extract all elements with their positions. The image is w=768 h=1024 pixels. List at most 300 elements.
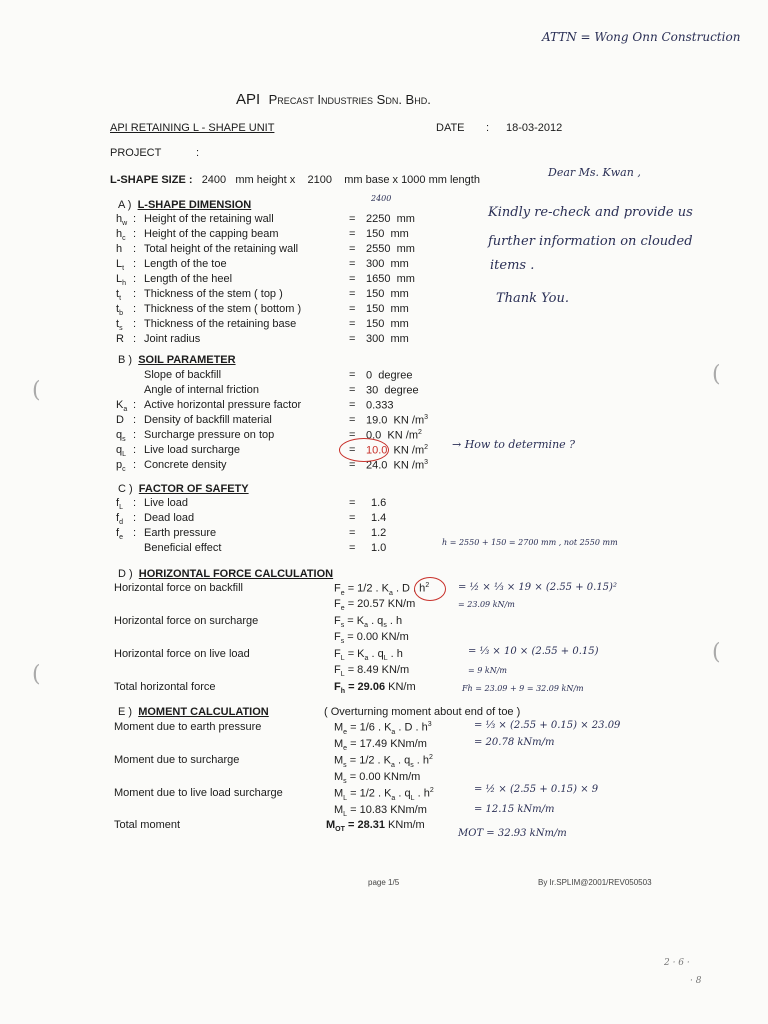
e4-val: 28.31 [357, 819, 385, 831]
e1-eq-b: . D . h [395, 721, 428, 734]
d1r-sub: e [340, 605, 345, 613]
section-a-label: L-SHAPE DIMENSION [137, 199, 252, 211]
row-equals: = [349, 243, 356, 255]
size-base: 2100 [307, 174, 332, 186]
row-symbol-sub: t [122, 265, 125, 273]
e3-sym: M [334, 787, 344, 800]
row-symbol-cell [116, 497, 123, 511]
row-symbol-sub: t [119, 295, 122, 303]
row-value: 24.0 [366, 459, 388, 472]
e3r-val: = 10.83 KNm/m [347, 804, 427, 816]
row-unit: mm [390, 318, 409, 330]
row-equals-cell [349, 527, 355, 539]
row-equals: = [349, 273, 356, 285]
section-e-prefix: E ) [118, 706, 133, 718]
row-colon: : [133, 399, 137, 411]
row-symbol-sub: w [122, 220, 128, 228]
row-description-cell [144, 399, 301, 411]
row-description-cell [144, 429, 274, 441]
d4-val: = 29.06 [345, 681, 386, 693]
d1-sub: e [340, 589, 345, 597]
row-value-cell [366, 318, 409, 330]
row-symbol-cell [116, 228, 126, 242]
row-colon-cell [133, 243, 136, 255]
row-unit: mm [390, 258, 409, 270]
section-b-label: SOIL PARAMETER [138, 354, 236, 366]
row-equals: = [349, 527, 356, 539]
row-equals-cell [349, 303, 355, 315]
row-equals: = [349, 258, 356, 270]
row-equals-cell [349, 288, 355, 300]
row-value-cell [366, 273, 415, 285]
row-equals: = [349, 288, 356, 300]
row-colon-cell [133, 459, 136, 471]
e2r-sub: s [343, 778, 347, 786]
section-e-label: MOMENT CALCULATION [138, 706, 269, 718]
section-e-title [118, 706, 269, 718]
row-description: Live load [144, 497, 189, 509]
row-description-cell [144, 542, 221, 554]
dear-note: Dear Ms. Kwan , [548, 166, 641, 179]
row-equals-cell [349, 369, 355, 381]
d-row2-label: Horizontal force on surcharge [114, 615, 259, 627]
row-colon: : [133, 318, 137, 330]
row-description-cell [144, 288, 283, 300]
row-value: 2550 [366, 243, 391, 255]
e4-sub: OT [335, 826, 345, 834]
row-value: 300 [366, 333, 385, 345]
row-description: Slope of backfill [144, 369, 222, 381]
row-value: 1.4 [371, 512, 387, 524]
row-colon: : [133, 243, 137, 255]
row-equals-cell [349, 542, 355, 554]
e2r-sym: M [334, 771, 344, 783]
row-value-cell [371, 497, 386, 509]
e3-sub-b: a [391, 794, 396, 802]
row-equals: = [349, 459, 356, 471]
row-value: 0.333 [366, 399, 394, 412]
e1-sub: e [343, 728, 348, 736]
row-unit: degree [384, 384, 419, 397]
row-symbol-sub: L [122, 451, 127, 459]
e1r-sub: e [343, 745, 348, 753]
row-description-cell [144, 384, 259, 396]
row-description-cell [144, 228, 279, 240]
e3r-sym: M [334, 804, 344, 816]
d3r-sym: F [334, 664, 341, 676]
e4-eq: = [344, 819, 358, 831]
e2-eq-c: . h [413, 754, 430, 767]
row-value-cell [366, 243, 415, 255]
row-colon: : [133, 258, 137, 270]
row-colon-cell [133, 303, 136, 315]
d1-pow: 2 [425, 582, 430, 589]
row-value-cell [366, 288, 409, 300]
row-value: 0 [366, 369, 373, 382]
d3-eq: = K [344, 648, 365, 660]
punch-mark-left-top: ( [32, 378, 41, 403]
note-fe2: = 23.09 kN/m [458, 600, 515, 609]
row-symbol-sub: a [123, 406, 128, 414]
row-value: 1.2 [371, 527, 387, 539]
e-row1-formula [334, 721, 432, 736]
row-symbol-cell [116, 288, 121, 302]
row-description: Active horizontal pressure factor [144, 399, 302, 411]
size-height-unit: mm height x [235, 174, 296, 186]
row-colon-cell [133, 512, 136, 524]
note-ml2: = 12.15 kNm/m [474, 804, 555, 815]
row-equals-cell [349, 384, 355, 396]
row-colon-cell [133, 497, 136, 509]
row-symbol-sub: b [119, 310, 123, 318]
row-symbol: R [116, 333, 124, 345]
d-row4-result [334, 681, 416, 695]
row-equals: = [349, 542, 356, 554]
row-equals-cell [349, 228, 355, 240]
row-value: 0.0 [366, 429, 382, 442]
row-description-cell [144, 527, 216, 539]
row-value-cell [371, 512, 386, 524]
d4-sym: F [334, 681, 341, 693]
section-d-prefix: D ) [118, 568, 133, 580]
row-equals: = [349, 414, 356, 426]
row-description-cell [144, 273, 232, 285]
note-me2: = 20.78 kNm/m [474, 737, 555, 748]
e4-unit: KNm/m [384, 819, 425, 831]
row-value: 300 [366, 258, 385, 270]
d-row2-formula [334, 615, 402, 629]
d1-h: h [416, 582, 426, 595]
row-symbol: K [116, 399, 124, 411]
footer-page: page 1/5 [368, 878, 400, 887]
row-symbol-cell [116, 444, 126, 458]
note-line1: Kindly re-check and provide us [488, 205, 693, 220]
d1-sym: F [334, 582, 341, 595]
row-symbol-cell [116, 303, 123, 317]
row-colon-cell [133, 318, 136, 330]
e-row3-label: Moment due to live load surcharge [114, 787, 283, 799]
d3r-val: = 8.49 KN/m [344, 664, 410, 676]
e2-sub-b: a [391, 761, 395, 769]
company-heading [236, 91, 431, 109]
row-equals: = [349, 399, 356, 411]
e3-eq: = 1/2 . K [347, 787, 392, 800]
note-me1: = ⅓ × (2.55 + 0.15) × 23.09 [474, 720, 621, 731]
d1-sub-b: a [388, 589, 393, 597]
project-label: PROJECT [110, 147, 162, 159]
row-colon-cell [133, 333, 136, 345]
row-colon-cell [133, 399, 136, 411]
company-api: API [236, 91, 261, 108]
row-symbol-cell [116, 399, 127, 413]
d2-eq-b: . q [368, 615, 384, 627]
date-colon: : [486, 122, 490, 134]
d3r-sub: L [340, 671, 345, 679]
row-equals: = [349, 497, 356, 509]
row-description: Surcharge pressure on top [144, 429, 275, 441]
row-symbol: p [116, 459, 123, 471]
section-b-title [118, 354, 236, 366]
date-value: 18-03-2012 [506, 122, 563, 134]
row-symbol-cell [116, 414, 124, 428]
e-row2-result [334, 771, 420, 785]
row-symbol-cell [116, 318, 123, 332]
unit-title: API RETAINING L - SHAPE UNIT [110, 122, 275, 134]
d3-sub-b: a [364, 655, 369, 663]
e-row4-result [326, 819, 425, 833]
note-fe1: = ½ × ⅓ × 19 × (2.55 + 0.15)² [458, 582, 617, 593]
row-unit-power: 3 [424, 414, 429, 421]
section-c-label: FACTOR OF SAFETY [138, 483, 249, 495]
d1r-sym: F [334, 598, 341, 610]
row-value-cell [371, 542, 386, 554]
row-unit: mm [390, 228, 409, 240]
project-colon: : [196, 147, 200, 159]
row-unit: KN /m [387, 429, 418, 442]
row-description-cell [144, 303, 301, 315]
section-c-prefix: C ) [118, 483, 133, 495]
note-fh: Fh = 23.09 + 9 = 32.09 kN/m [462, 684, 584, 693]
d1r-val: = 20.57 KN/m [344, 598, 416, 610]
row-unit: mm [390, 303, 409, 315]
e-row1-result [334, 738, 427, 752]
row-value-cell [366, 414, 428, 427]
d1-eq: = 1/2 . K [344, 582, 389, 595]
note-how: → How to determine ? [452, 438, 576, 451]
row-symbol: t [116, 318, 120, 330]
row-symbol-cell [116, 213, 127, 227]
punch-mark-left-bottom: ( [32, 662, 41, 687]
row-equals: = [349, 384, 356, 396]
row-description: Length of the toe [144, 258, 227, 270]
e3-eq-b: . q [395, 787, 411, 800]
row-symbol: f [116, 497, 120, 509]
date-label: DATE [436, 122, 465, 134]
e-row3-formula [334, 787, 434, 802]
section-d-title [118, 568, 333, 580]
row-unit: degree [378, 369, 413, 382]
row-value-cell [366, 384, 419, 397]
row-symbol-cell [116, 459, 126, 473]
row-value-cell [366, 369, 413, 382]
attn-note: ATTN = Wong Onn Construction [542, 30, 741, 44]
row-equals: = [349, 303, 356, 315]
row-symbol-sub: d [119, 519, 123, 527]
row-symbol: f [116, 527, 120, 539]
e-row3-result [334, 804, 427, 818]
section-b-prefix: B ) [118, 354, 133, 366]
note-line3: items . [490, 258, 535, 273]
e2-sym: M [334, 754, 344, 767]
size-height: 2400 [201, 174, 227, 186]
row-colon: : [133, 459, 137, 471]
row-symbol: L [116, 273, 123, 285]
e1-sym: M [334, 721, 344, 734]
row-unit: mm [390, 333, 409, 345]
row-value: 1650 [366, 273, 391, 285]
row-value: 30 [366, 384, 379, 397]
d3-sub-c: L [383, 655, 388, 663]
d-row1-label: Horizontal force on backfill [114, 582, 244, 594]
row-value-cell [366, 303, 409, 315]
e1-pow: 3 [427, 721, 432, 728]
row-description: Length of the heel [144, 273, 233, 285]
d2-eq-c: . h [386, 615, 403, 627]
row-symbol-cell [116, 429, 126, 443]
d2-eq: = K [344, 615, 365, 627]
corner-note-2: · 8 [690, 976, 702, 986]
row-description-cell [144, 318, 296, 330]
row-colon-cell [133, 414, 136, 426]
d2-sub-b: a [364, 622, 369, 630]
cloud-mark-h [414, 577, 446, 601]
row-colon: : [133, 527, 137, 539]
row-colon: : [133, 228, 137, 240]
row-value: 10.0 [366, 444, 388, 457]
row-description: Dead load [144, 512, 195, 524]
row-symbol-sub: s [122, 436, 126, 444]
d-row3-result [334, 664, 409, 678]
e1-sub-b: a [391, 728, 396, 736]
d-row4-label: Total horizontal force [114, 681, 216, 693]
d2r-sym: F [334, 631, 341, 643]
row-symbol: f [116, 512, 120, 524]
row-value: 150 [366, 303, 385, 315]
row-colon: : [133, 444, 137, 456]
row-colon-cell [133, 258, 136, 270]
row-unit: KN /m [393, 444, 425, 457]
row-symbol-sub: e [119, 534, 123, 542]
section-c-title [118, 483, 249, 495]
row-symbol: q [116, 429, 123, 441]
d2r-sub: s [340, 638, 345, 646]
e-row1-label: Moment due to earth pressure [114, 721, 262, 733]
row-equals: = [349, 429, 356, 441]
e2-eq-b: . q [394, 754, 411, 767]
row-colon: : [133, 213, 137, 225]
d3-eq-b: . q [368, 648, 384, 660]
size-label: L-SHAPE SIZE : [110, 174, 193, 186]
row-symbol: h [116, 228, 123, 240]
row-symbol: D [116, 414, 124, 426]
d-row1-result [334, 598, 415, 612]
e2-pow: 2 [429, 754, 433, 761]
d-row3-label: Horizontal force on live load [114, 648, 250, 660]
row-symbol-sub: h [122, 280, 127, 288]
e3-sub-c: L [410, 794, 415, 802]
note-h: h = 2550 + 150 = 2700 mm , not 2550 mm [442, 538, 618, 547]
row-symbol: q [116, 444, 123, 456]
e3-pow: 2 [429, 787, 434, 794]
size-base-unit: mm base x 1000 mm length [344, 174, 480, 186]
row-description: Live load surcharge [144, 444, 241, 456]
row-symbol-sub: c [122, 466, 126, 474]
row-value: 150 [366, 288, 385, 300]
row-symbol-sub: s [119, 325, 123, 333]
d2-sub: s [340, 622, 345, 630]
section-a-prefix: A ) [118, 199, 132, 211]
row-colon: : [133, 512, 137, 524]
row-description-cell [144, 243, 298, 255]
row-unit: KN /m [393, 414, 425, 427]
d1-eq-b: . D . [392, 582, 417, 595]
row-description-cell [144, 369, 221, 381]
row-description: Beneficial effect [144, 542, 222, 554]
row-description: Thickness of the stem ( bottom ) [144, 303, 302, 315]
note-mot: MOT = 32.93 kNm/m [458, 828, 567, 839]
e-row2-label: Moment due to surcharge [114, 754, 240, 766]
row-symbol: t [116, 303, 120, 315]
row-symbol-cell [116, 243, 122, 257]
row-symbol-sub: L [119, 504, 123, 512]
row-unit-power: 2 [417, 429, 422, 436]
row-description: Thickness of the stem ( top ) [144, 288, 283, 300]
row-description: Height of the capping beam [144, 228, 279, 240]
row-description: Density of backfill material [144, 414, 272, 426]
row-description-cell [144, 414, 272, 426]
row-value-cell [366, 333, 409, 345]
row-description: Earth pressure [144, 527, 217, 539]
section-e-note: ( Overturning moment about end of toe ) [324, 706, 521, 718]
row-description: Total height of the retaining wall [144, 243, 299, 255]
row-equals: = [349, 213, 356, 225]
row-description-cell [144, 497, 188, 509]
e1r-sym: M [334, 738, 344, 750]
note-fl1: = ⅓ × 10 × (2.55 + 0.15) [468, 646, 599, 657]
note-fl2: = 9 kN/m [468, 666, 508, 675]
row-description: Concrete density [144, 459, 227, 471]
row-equals-cell [349, 333, 355, 345]
section-d-label: HORIZONTAL FORCE CALCULATION [138, 568, 334, 580]
row-equals-cell [349, 414, 355, 426]
d3-sub: L [340, 655, 345, 663]
row-value-cell [366, 258, 409, 270]
row-value-cell [366, 213, 415, 225]
e2-sub-c: s [410, 761, 414, 769]
row-colon-cell [133, 429, 136, 441]
row-symbol: t [116, 288, 120, 300]
row-equals-cell [349, 318, 355, 330]
row-equals-cell [349, 497, 355, 509]
note-ml1: = ½ × (2.55 + 0.15) × 9 [474, 784, 599, 795]
row-unit-power: 2 [424, 444, 429, 451]
e-row2-formula [334, 754, 433, 769]
row-symbol-cell [116, 527, 123, 541]
row-symbol: h [116, 213, 123, 225]
e1r-val: = 17.49 KNm/m [347, 738, 427, 750]
row-equals-cell [349, 258, 355, 270]
row-colon-cell [133, 273, 136, 285]
punch-mark-right-bottom: ( [712, 640, 721, 665]
row-value-cell [366, 228, 409, 240]
row-equals: = [349, 318, 356, 330]
row-colon: : [133, 497, 137, 509]
row-description: Angle of internal friction [144, 384, 259, 396]
row-description-cell [144, 459, 227, 471]
row-value: 150 [366, 318, 385, 330]
row-equals: = [349, 444, 356, 456]
row-description: Thickness of the retaining base [144, 318, 297, 330]
row-colon-cell [133, 213, 136, 225]
row-symbol: L [116, 258, 123, 270]
row-value: 2250 [366, 213, 391, 225]
row-colon: : [133, 429, 137, 441]
row-symbol-sub: c [122, 235, 126, 243]
row-colon: : [133, 288, 137, 300]
note-thanks: Thank You. [496, 291, 569, 306]
row-unit: mm [396, 243, 415, 255]
d4-sub: h [340, 688, 346, 696]
